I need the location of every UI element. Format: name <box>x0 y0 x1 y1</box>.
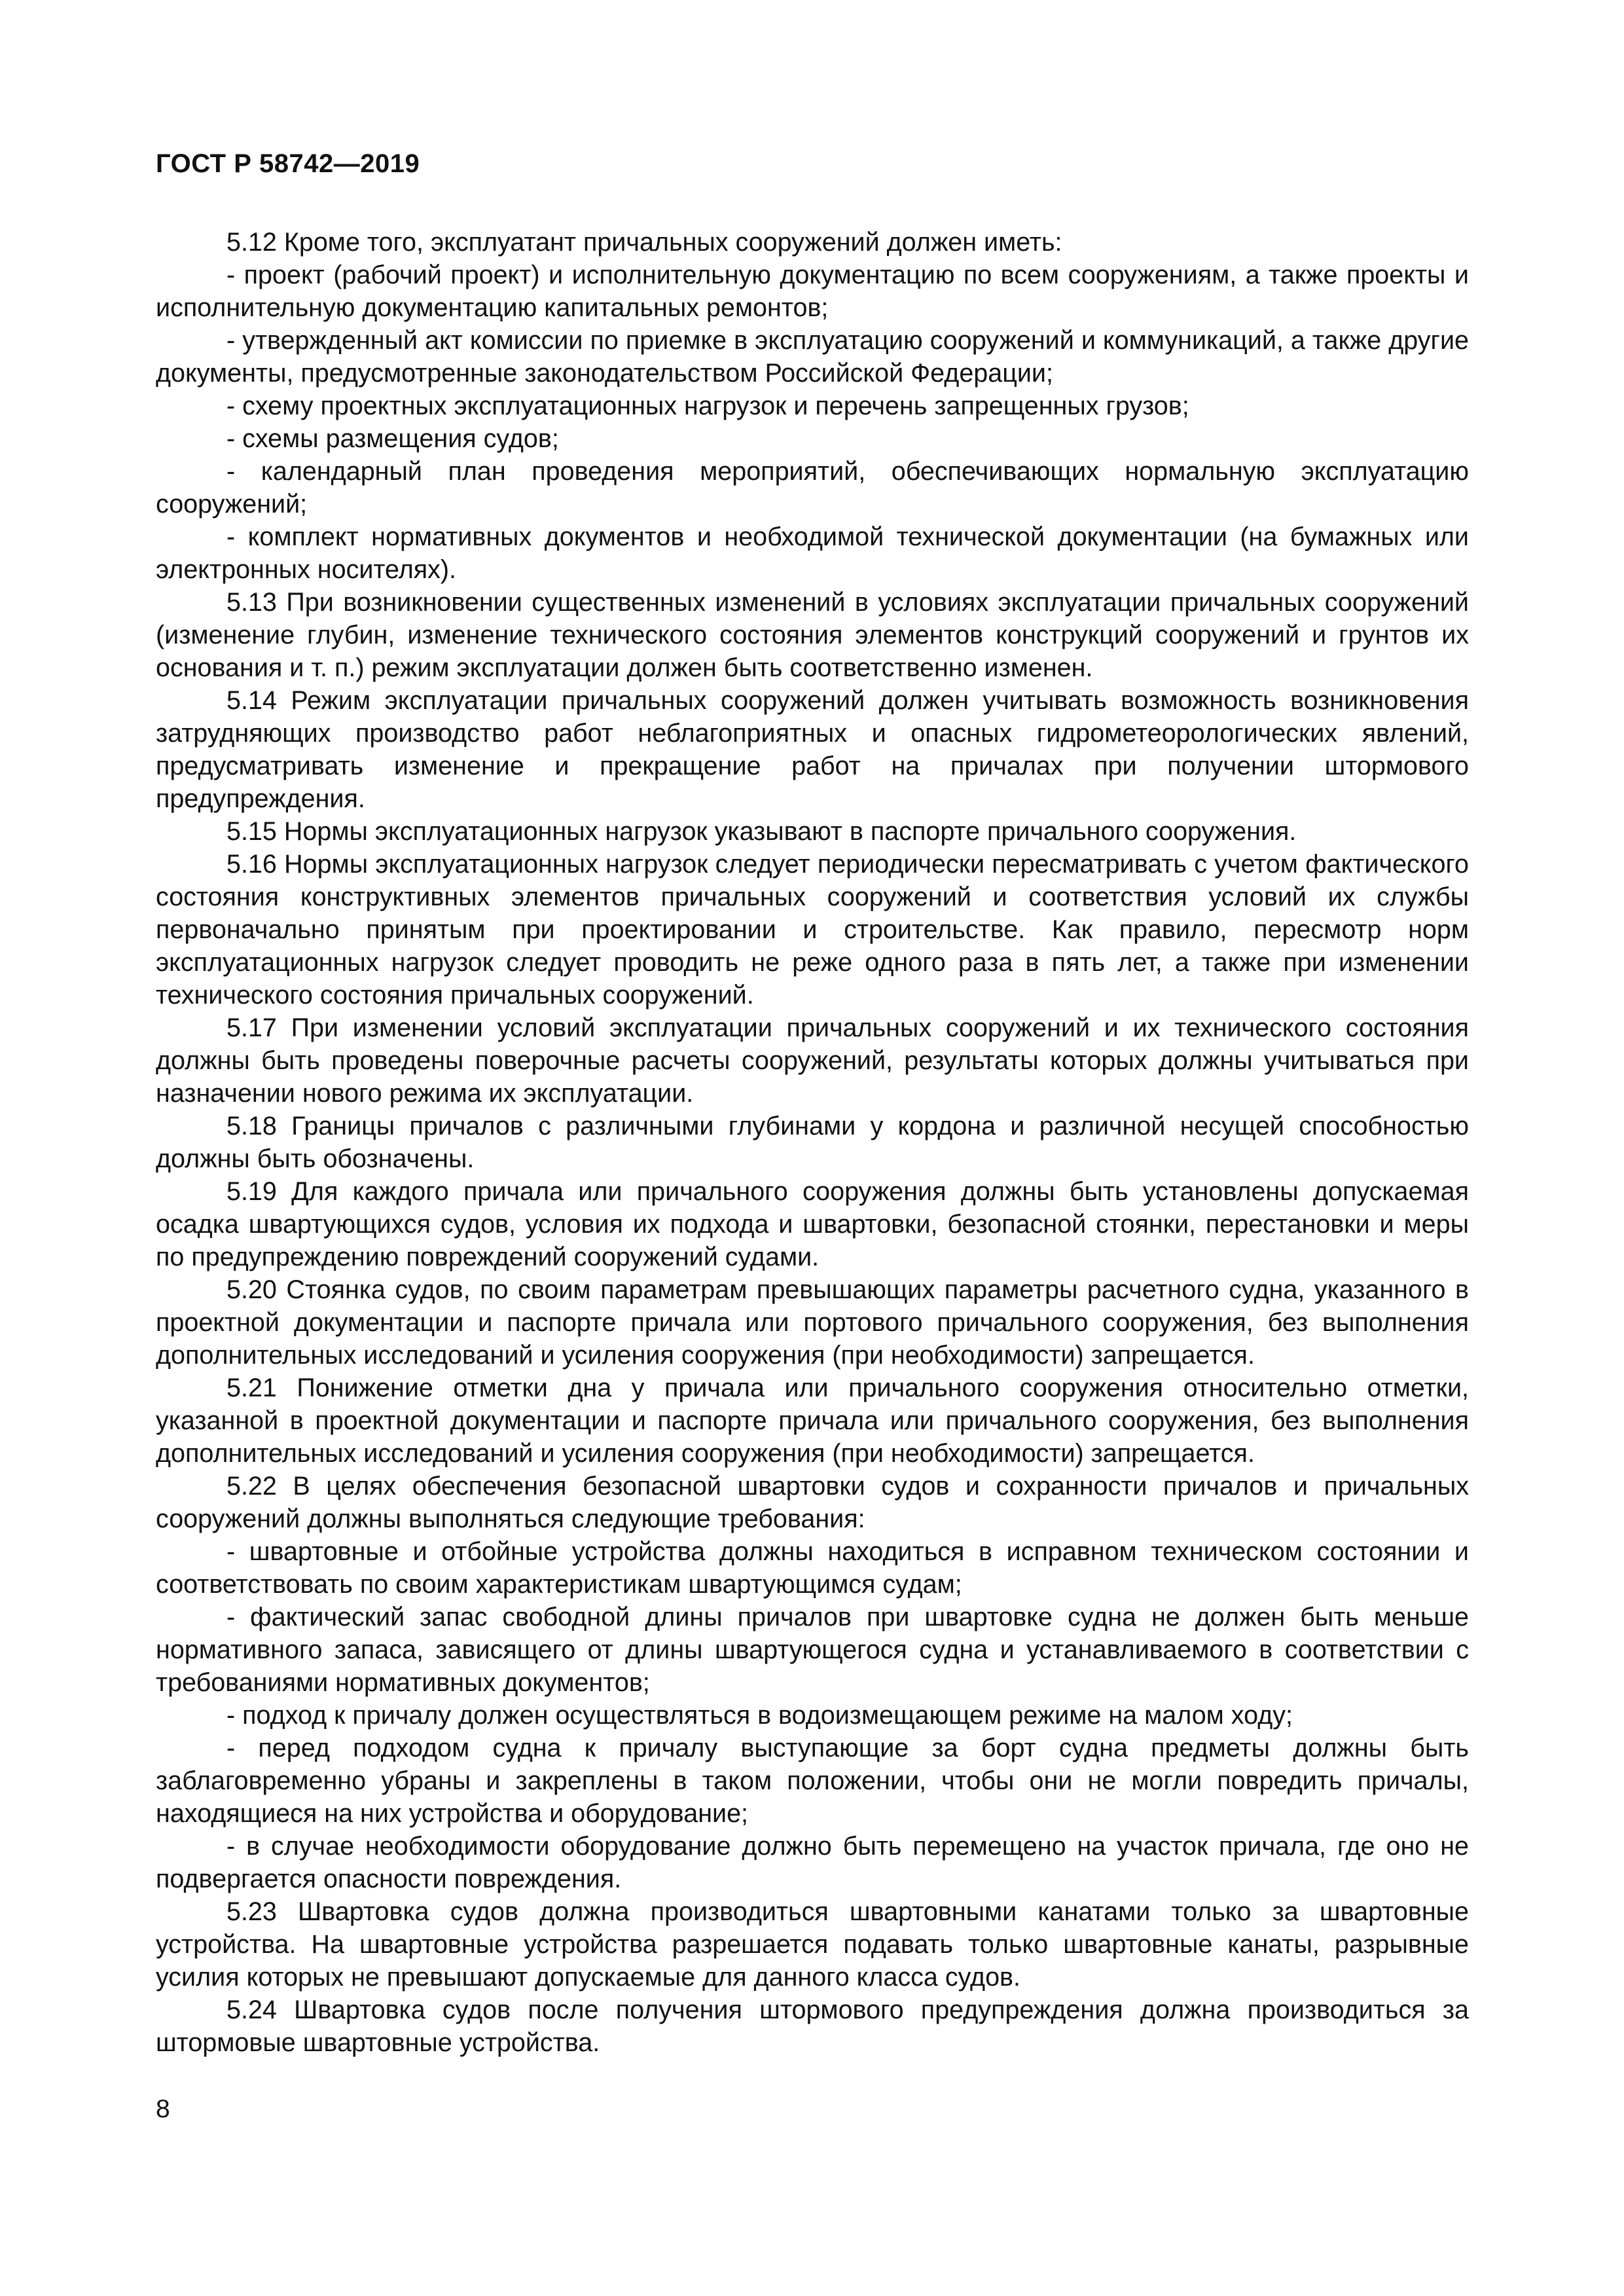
paragraph-5-15: 5.15 Нормы эксплуатационных нагрузок указывают в паспорте причального сооружения. <box>226 817 1297 846</box>
list-item: - в случае необходимости оборудование должно быть перемещено на участок причала, где оно не подвергается опасности повреждения. <box>156 1832 1469 1893</box>
list-item: - подход к причалу должен осуществляться в водоизмещающем режиме на малом ходу; <box>226 1701 1293 1730</box>
page-number: 8 <box>156 2095 170 2123</box>
paragraph-5-19: 5.19 Для каждого причала или причального сооружения должны быть установлены допускаемая осадка швартующихся судов, условия их подхода и швартовки, безопасной стоянки, перестановки и меры по предупреждению повреждений сооружений судами. <box>156 1177 1469 1271</box>
list-item: - комплект нормативных документов и необходимой технической документации (на бумажных или электронных носителях). <box>156 522 1469 584</box>
document-header-title: ГОСТ Р 58742—2019 <box>156 149 420 178</box>
list-item: - календарный план проведения мероприятий, обеспечивающих нормальную эксплуатацию сооружений; <box>156 457 1469 519</box>
list-item: - фактический запас свободной длины причалов при швартовке судна не должен быть меньше нормативного запаса, зависящего от длины швартующегося судна и устанавливаемого в соответствии с требованиями нормативных документов; <box>156 1603 1469 1697</box>
list-item: - схему проектных эксплуатационных нагрузок и перечень запрещенных грузов; <box>226 392 1189 420</box>
paragraph-5-18: 5.18 Границы причалов с различными глубинами у кордона и различной несущей способностью должны быть обозначены. <box>156 1112 1469 1173</box>
list-item: - утвержденный акт комиссии по приемке в эксплуатацию сооружений и коммуникаций, а также другие документы, предусмотренные законодательством Российской Федерации; <box>156 326 1469 388</box>
document-body <box>156 226 1469 2059</box>
paragraph-5-14: 5.14 Режим эксплуатации причальных сооружений должен учитывать возможность возникновения затрудняющих производство работ неблагоприятных и опасных гидрометеорологических явлений, предусматривать изменение и прекращение работ на причалах при получении штормового предупреждения. <box>156 686 1469 813</box>
paragraph-5-23: 5.23 Швартовка судов должна производиться швартовными канатами только за швартовные устройства. На швартовные устройства разрешается подавать только швартовные канаты, разрывные усилия которых не превышают допускаемые для данного класса судов. <box>156 1897 1469 1992</box>
paragraph-5-21: 5.21 Понижение отметки дна у причала или причального сооружения относительно отметки, указанной в проектной документации и паспорте причала или причального сооружения, без выполнения дополнительных исследований и усиления сооружения (при необходимости) запрещается. <box>156 1374 1469 1468</box>
paragraph-5-20: 5.20 Стоянка судов, по своим параметрам превышающих параметры расчетного судна, указанного в проектной документации и паспорте причала или портового причального сооружения, без выполнения дополнительных исследований и усиления сооружения (при необходимости) запрещается. <box>156 1275 1469 1370</box>
list-item: - проект (рабочий проект) и исполнительную документацию по всем сооружениям, а также проекты и исполнительную документацию капитальных ремонтов; <box>156 261 1469 322</box>
paragraph-5-12: 5.12 Кроме того, эксплуатант причальных сооружений должен иметь: <box>226 228 1062 257</box>
paragraph-5-24: 5.24 Швартовка судов после получения штормового предупреждения должна производиться за штормовые швартовные устройства. <box>156 1995 1469 2057</box>
paragraph-5-16: 5.16 Нормы эксплуатационных нагрузок следует периодически пересматривать с учетом фактического состояния конструктивных элементов причальных сооружений и соответствия условий их службы первоначально принятым при проектировании и строительстве. Как правило, пересмотр норм эксплуатационных нагрузок следует проводить не реже одного раза в пять лет, а также при изменении технического состояния причальных сооружений. <box>156 850 1469 1010</box>
list-item: - схемы размещения судов; <box>226 424 559 453</box>
paragraph-5-22: 5.22 В целях обеспечения безопасной швартовки судов и сохранности причалов и причальных сооружений должны выполняться следующие требования: <box>156 1472 1469 1533</box>
list-item: - швартовные и отбойные устройства должны находиться в исправном техническом состоянии и соответствовать по своим характеристикам швартующимся судам; <box>156 1537 1469 1599</box>
list-item: - перед подходом судна к причалу выступающие за борт судна предметы должны быть заблаговременно убраны и закреплены в таком положении, чтобы они не могли повредить причалы, находящиеся на них устройства и оборудование; <box>156 1734 1469 1828</box>
paragraph-5-17: 5.17 При изменении условий эксплуатации причальных сооружений и их технического состояния должны быть проведены поверочные расчеты сооружений, результаты которых должны учитываться при назначении нового режима их эксплуатации. <box>156 1013 1469 1108</box>
paragraph-5-13: 5.13 При возникновении существенных изменений в условиях эксплуатации причальных сооружений (изменение глубин, изменение технического состояния элементов конструкций сооружений и грунтов их основания и т. п.) режим эксплуатации должен быть соответственно изменен. <box>156 588 1469 682</box>
